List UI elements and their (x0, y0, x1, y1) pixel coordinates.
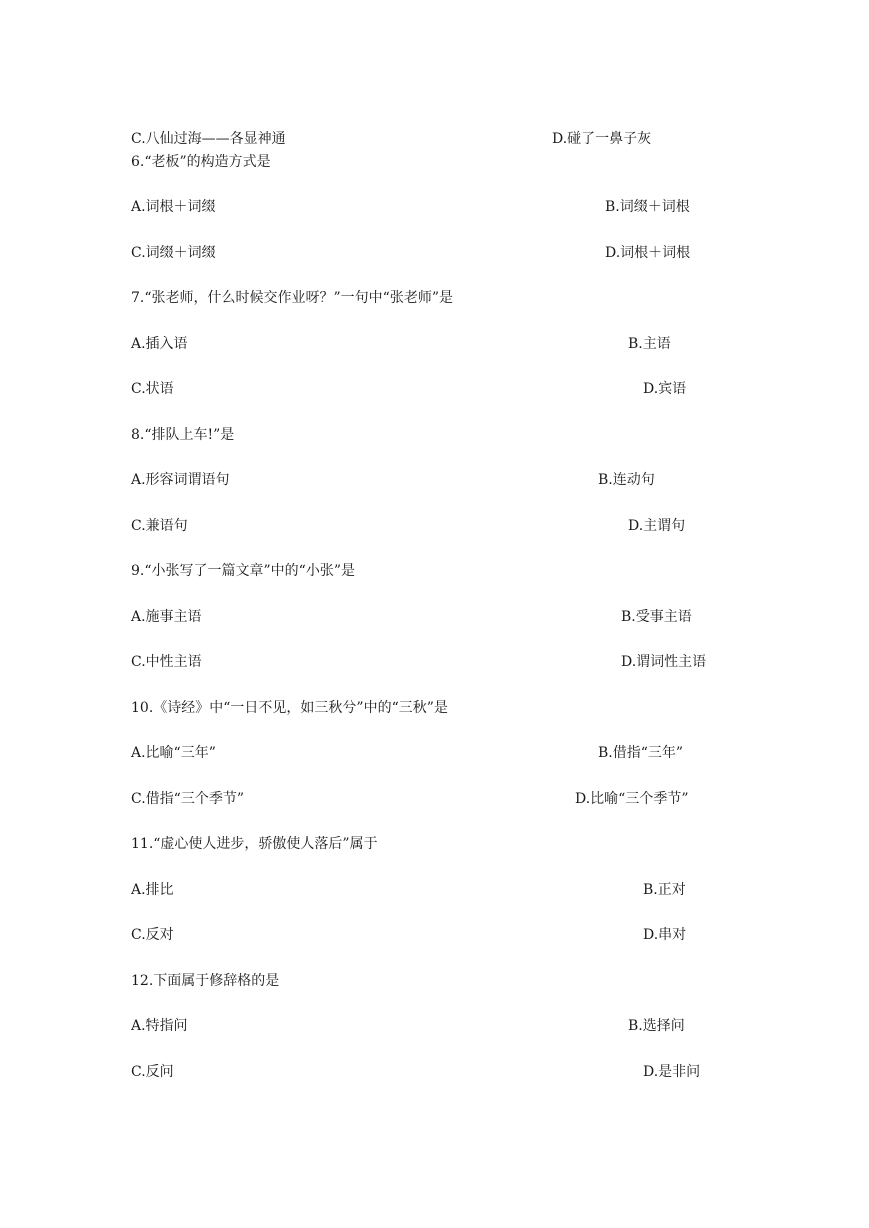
q12-option-d: D.是非问 (643, 1064, 701, 1080)
q12-option-a: A.特指问 (131, 1018, 188, 1034)
q7-option-d: D.宾语 (643, 381, 687, 397)
question-7: 7.“张老师，什么时候交作业呀？”一句中“张老师”是 (131, 290, 453, 306)
q11-option-d: D.串对 (643, 927, 687, 943)
q12-option-b: B.选择问 (628, 1018, 685, 1034)
q11-option-c: C.反对 (131, 927, 174, 943)
q11-option-b: B.正对 (643, 882, 686, 898)
option-c-prev: C.八仙过海——各显神通 (131, 131, 286, 147)
question-9: 9.“小张写了一篇文章”中的“小张”是 (131, 563, 355, 579)
q7-option-c: C.状语 (131, 381, 174, 397)
q11-option-a: A.排比 (131, 882, 174, 898)
q8-option-d: D.主谓句 (628, 518, 686, 534)
q10-option-d: D.比喻“三个季节” (575, 791, 689, 807)
q7-option-a: A.插入语 (131, 336, 188, 352)
q6-option-c: C.词缀＋词缀 (131, 245, 216, 261)
question-6: 6.“老板”的构造方式是 (131, 154, 271, 170)
q10-option-a: A.比喻“三年” (131, 745, 216, 761)
q9-option-d: D.谓词性主语 (621, 654, 707, 670)
question-11: 11.“虚心使人进步，骄傲使人落后”属于 (131, 836, 378, 852)
q8-option-b: B.连动句 (598, 472, 655, 488)
q6-option-a: A.词根＋词缀 (131, 199, 216, 215)
question-8: 8.“排队上车!”是 (131, 427, 235, 443)
q8-option-c: C.兼语句 (131, 518, 188, 534)
q9-option-b: B.受事主语 (621, 609, 692, 625)
q9-option-a: A.施事主语 (131, 609, 202, 625)
q6-option-b: B.词缀＋词根 (605, 199, 690, 215)
q10-option-c: C.借指“三个季节” (131, 791, 244, 807)
q10-option-b: B.借指“三年” (598, 745, 684, 761)
question-10: 10.《诗经》中“一日不见，如三秋兮”中的“三秋”是 (131, 700, 448, 716)
question-12: 12.下面属于修辞格的是 (131, 973, 280, 989)
q6-option-d: D.词根＋词根 (605, 245, 691, 261)
q9-option-c: C.中性主语 (131, 654, 202, 670)
option-d-prev: D.碰了一鼻子灰 (552, 131, 652, 147)
q8-option-a: A.形容词谓语句 (131, 472, 230, 488)
q7-option-b: B.主语 (628, 336, 671, 352)
q12-option-c: C.反问 (131, 1064, 174, 1080)
